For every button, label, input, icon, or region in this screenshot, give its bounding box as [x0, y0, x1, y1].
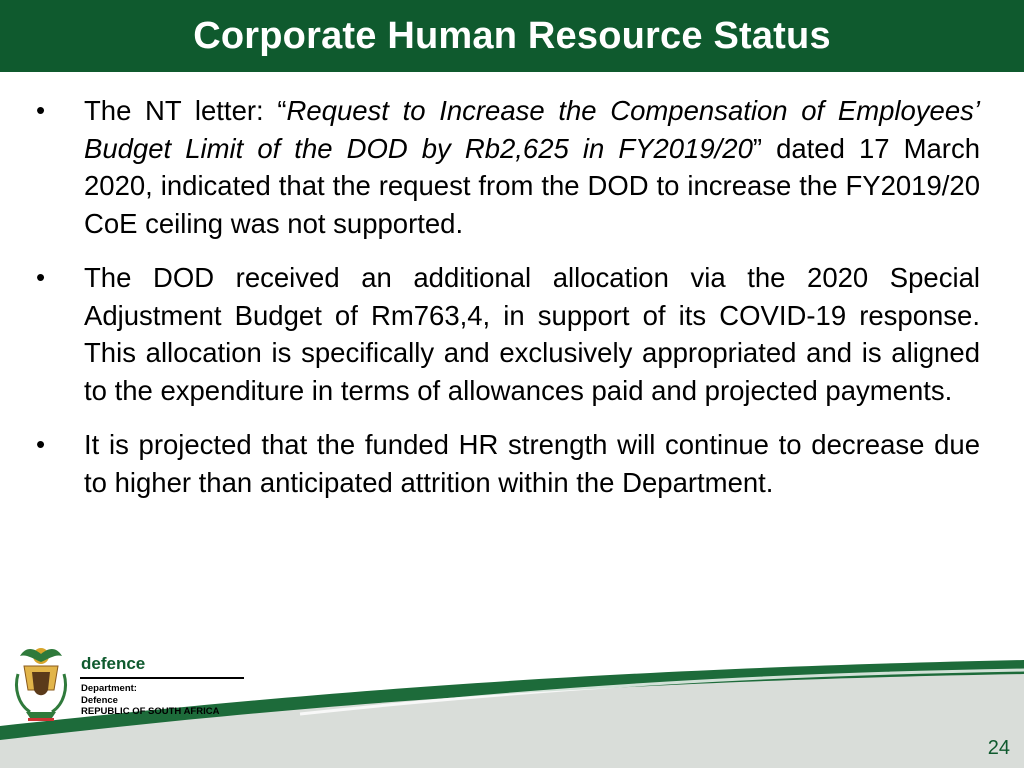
bullet-text: It is projected that the funded HR strength will continue to decrease due to higher than anticipated attrition within the Department.: [84, 429, 980, 498]
bullet-dot: •: [36, 95, 46, 125]
bullet-text-suffix: ” dated 17 March 2020, indicated that the request from the DOD to increase the FY2019/20 CoE ceiling was not supported.: [84, 132, 980, 239]
bullet-text-italic: Request to Increase the Compensation of Employees’ Budget Limit of the DOD by Rb2,625 in FY2019/20: [84, 95, 980, 164]
brand-divider: [80, 677, 244, 679]
coat-of-arms-icon: [12, 642, 70, 722]
slide-title: Corporate Human Resource Status: [193, 14, 831, 57]
bullet-text-prefix: The NT letter: “: [84, 95, 287, 126]
bullet-item: [36, 259, 980, 409]
brand-wordmark: defence: [81, 654, 146, 673]
bullet-list: [36, 92, 980, 518]
bullet-dot: •: [36, 429, 46, 459]
bullet-item: [36, 426, 980, 501]
title-bar: [0, 0, 1024, 72]
department-block: [81, 683, 219, 718]
department-line-2: Defence: [81, 694, 118, 706]
bullet-text: The DOD received an additional allocation via the 2020 Special Adjustment Budget of Rm763,4, in support of its COVID-19 response. This allocation is specifically and exclusively appropriated and is aligned to the expenditure in terms of allowances paid and projected payments.: [84, 262, 980, 406]
page-number: 24: [987, 737, 1010, 759]
department-line-3: REPUBLIC OF SOUTH AFRICA: [81, 706, 220, 717]
department-line-1: Department:: [81, 683, 137, 694]
bullet-item: [36, 92, 980, 242]
bullet-dot: •: [36, 262, 46, 292]
